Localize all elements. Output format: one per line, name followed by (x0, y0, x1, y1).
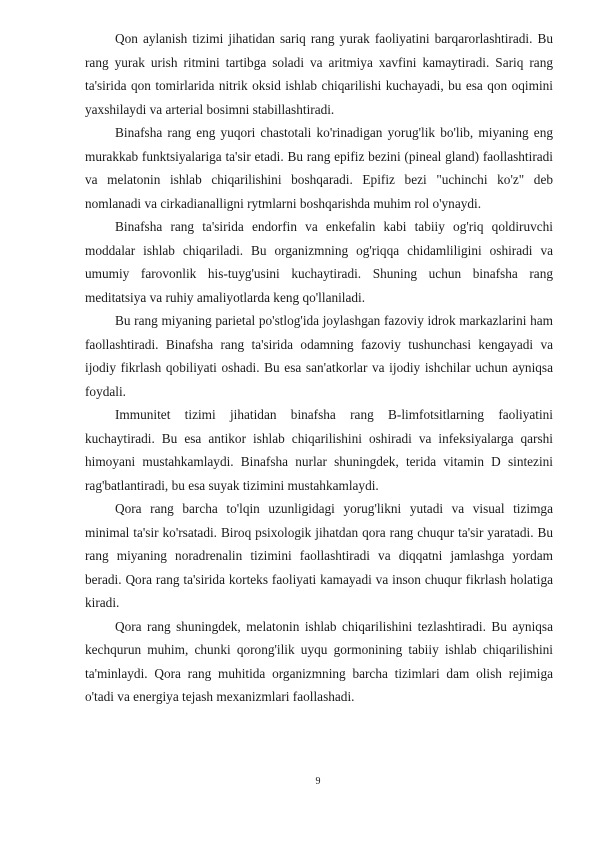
paragraph: Qora rang shuningdek, melatonin ishlab chiqarilishini tezlashtiradi. Bu ayniqsa kechqurun muhim, chunki qorong'ilik uyqu gormonining tabiiy ishlab chiqarilishini ta'minlaydi. Qora rang muhitida organizmning barcha tizimlari dam olish rejimiga o'tadi va energiya tejash mexanizmlari faollashadi. (85, 618, 553, 704)
paragraph: Qon aylanish tizimi jihatidan sariq rang yurak faoliyatini barqarorlashtiradi. Bu rang yurak urish ritmini tartibga soladi va aritmiya xavfini kamaytiradi. Sariq rang ta'sirida qon tomirlarida nitrik oksid ishlab chiqarilishi kuchayadi, bu esa qon oqimini yaxshilaydi va arterial bosimni stabillashtiradi. (85, 31, 553, 117)
document-body (85, 27, 553, 709)
paragraph: Binafsha rang ta'sirida endorfin va enkefalin kabi tabiiy og'riq qoldiruvchi moddalar ishlab chiqariladi. Bu organizmning og'riqqa chidamliligini oshiradi va umumiy farovonlik his-tuyg'usini kuchaytiradi. Shuning uchun binafsha rang meditatsiya va ruhiy amaliyotlarda keng qo'llaniladi. (85, 219, 553, 305)
paragraph: Bu rang miyaning parietal po'stlog'ida joylashgan fazoviy idrok markazlarini ham faollashtiradi. Binafsha rang ta'sirida odamning fazoviy tushunchasi kengayadi va ijodiy fikrlash qobiliyati oshadi. Bu esa san'atkorlar va ijodiy ishchilar uchun ayniqsa foydali. (85, 313, 553, 399)
paragraph: Immunitet tizimi jihatidan binafsha rang B-limfotsitlarning faoliyatini kuchaytiradi. Bu esa antikor ishlab chiqarilishini oshiradi va infeksiyalarga qarshi himoyani mustahkamlaydi. Binafsha nurlar shuningdek, terida vitamin D sintezini rag'batlantiradi, bu esa suyak tizimini mustahkamlaydi. (85, 407, 553, 493)
paragraph: Binafsha rang eng yuqori chastotali ko'rinadigan yorug'lik bo'lib, miyaning eng murakkab funktsiyalariga ta'sir etadi. Bu rang epifiz bezini (pineal gland) faollashtiradi va melatonin ishlab chiqarilishini boshqaradi. Epifiz bezi "uchinchi ko'z" deb nomlanadi va cirkadianalligni rytmlarni boshqarishda muhim rol o'ynaydi. (85, 125, 553, 211)
page-number: 9 (315, 776, 321, 787)
paragraph: Qora rang barcha to'lqin uzunligidagi yorug'likni yutadi va visual tizimga minimal ta'sir ko'rsatadi. Biroq psixologik jihatdan qora rang chuqur ta'sir yaratadi. Bu rang miyaning noradrenalin tizimini faollashtiradi va diqqatni jamlashga yordam beradi. Qora rang ta'sirida korteks faoliyati kamayadi va inson chuqur fikrlash holatiga kiradi. (85, 501, 553, 610)
